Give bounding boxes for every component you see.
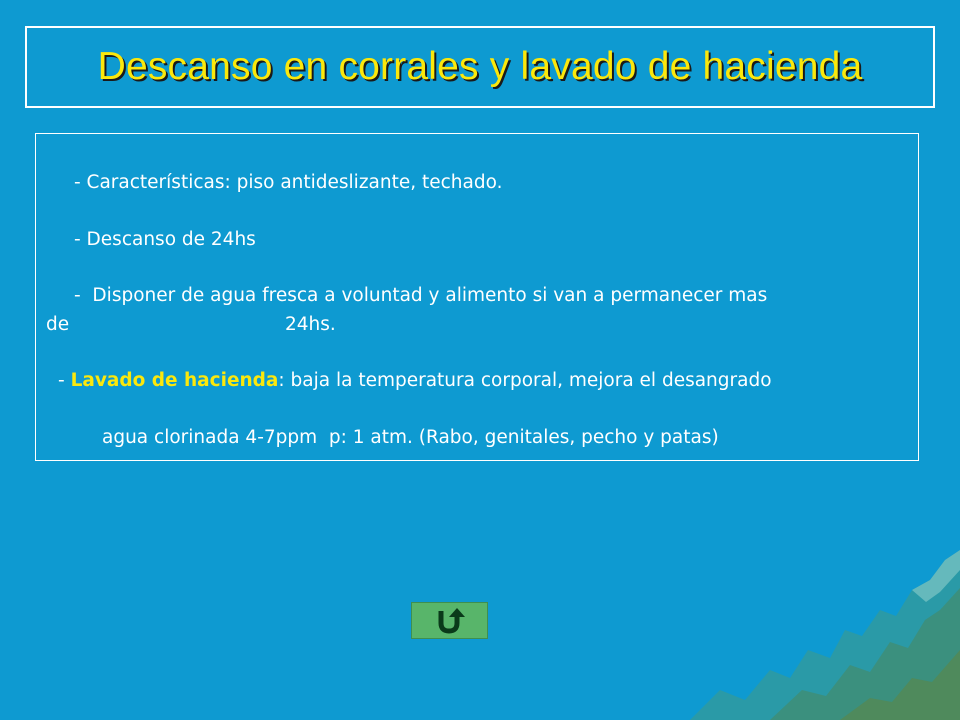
bullet-agua-de: de (46, 314, 70, 335)
content-frame (35, 133, 919, 461)
bullet-lavado-dash: - (58, 370, 71, 391)
bullet-lavado (58, 370, 772, 392)
u-turn-arrow-icon (435, 607, 465, 635)
slide-title: Descanso en corrales y lavado de hacienda (97, 45, 863, 88)
bullet-descanso: - Descanso de 24hs (74, 229, 256, 250)
bullet-agua-line1: - Disponer de agua fresca a voluntad y alimento si van a permanecer mas (74, 285, 768, 306)
title-frame (25, 26, 935, 108)
mountain-decoration (540, 550, 960, 720)
bullet-caracteristicas: - Características: piso antideslizante, techado. (74, 172, 503, 193)
bullet-lavado-desc: : baja la temperatura corporal, mejora el desangrado (278, 370, 772, 391)
back-button[interactable] (411, 602, 488, 639)
bullet-agua-clorinada: agua clorinada 4-7ppm p: 1 atm. (Rabo, genitales, pecho y patas) (102, 427, 719, 448)
bullet-lavado-term: Lavado de hacienda (70, 370, 279, 391)
bullet-agua-24hs: 24hs. (285, 314, 336, 335)
